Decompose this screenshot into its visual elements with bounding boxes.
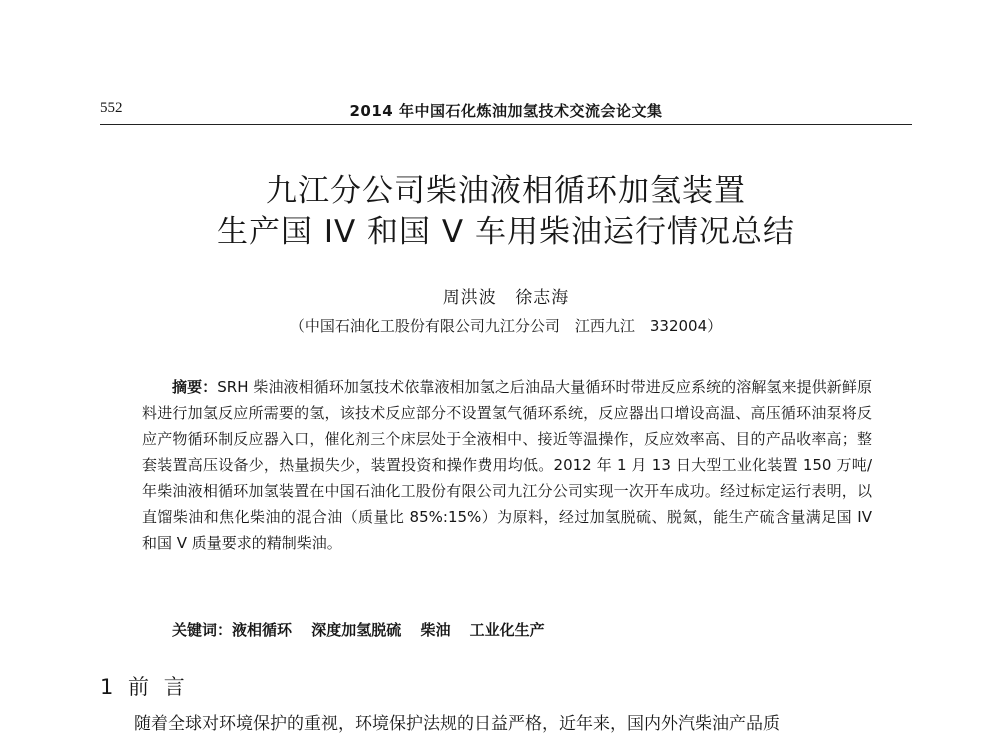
keywords: [172, 619, 872, 640]
body-paragraph: 随着全球对环境保护的重视，环境保护法规的日益严格，近年来，国内外汽柴油产品质: [134, 714, 780, 734]
keywords-text: 液相循环 深度加氢脱硫 柴油 工业化生产: [232, 621, 545, 639]
section-heading: 1 前 言: [100, 675, 189, 699]
page-number: 552: [100, 100, 123, 116]
affiliation: （中国石油化工股份有限公司九江分公司 江西九江 332004）: [289, 317, 723, 335]
keywords-label: 关键词：: [172, 621, 233, 639]
proceedings-title: 2014 年中国石化炼油加氢技术交流会论文集: [349, 102, 663, 120]
paper-title-line-1: 九江分公司柴油液相循环加氢装置: [266, 173, 746, 209]
authors: 周洪波 徐志海: [442, 288, 570, 308]
abstract: [142, 374, 872, 556]
running-header: [100, 100, 912, 125]
paper-title-line-2: 生产国 IV 和国 V 车用柴油运行情况总结: [217, 214, 795, 250]
abstract-label: 摘要：: [172, 378, 218, 396]
abstract-text: SRH 柴油液相循环加氢技术依靠液相加氢之后油品大量循环时带进反应系统的溶解氢来提供新鲜原料进行加氢反应所需要的氢，该技术反应部分不设置氢气循环系统，反应器出口增设高温、高压循环油泵将反应产物循环制反应器入口，催化剂三个床层处于全液相中、接近等温操作，反应效率高、目的产品收率高；整套装置高压设备少，热量损失少，装置投资和操作费用均低。2012 年 1 月 13 日大型工业化装置 150 万吨/年柴油液相循环加氢装置在中国石油化工股份有限公司九江分公司实现一次开车成功。经过标定运行表明，以直馏柴油和焦化柴油的混合油（质量比 85%:15%）为原料，经过加氢脱硫、脱氮，能生产硫含量满足国 IV 和国 V 质量要求的精制柴油。: [142, 378, 872, 552]
